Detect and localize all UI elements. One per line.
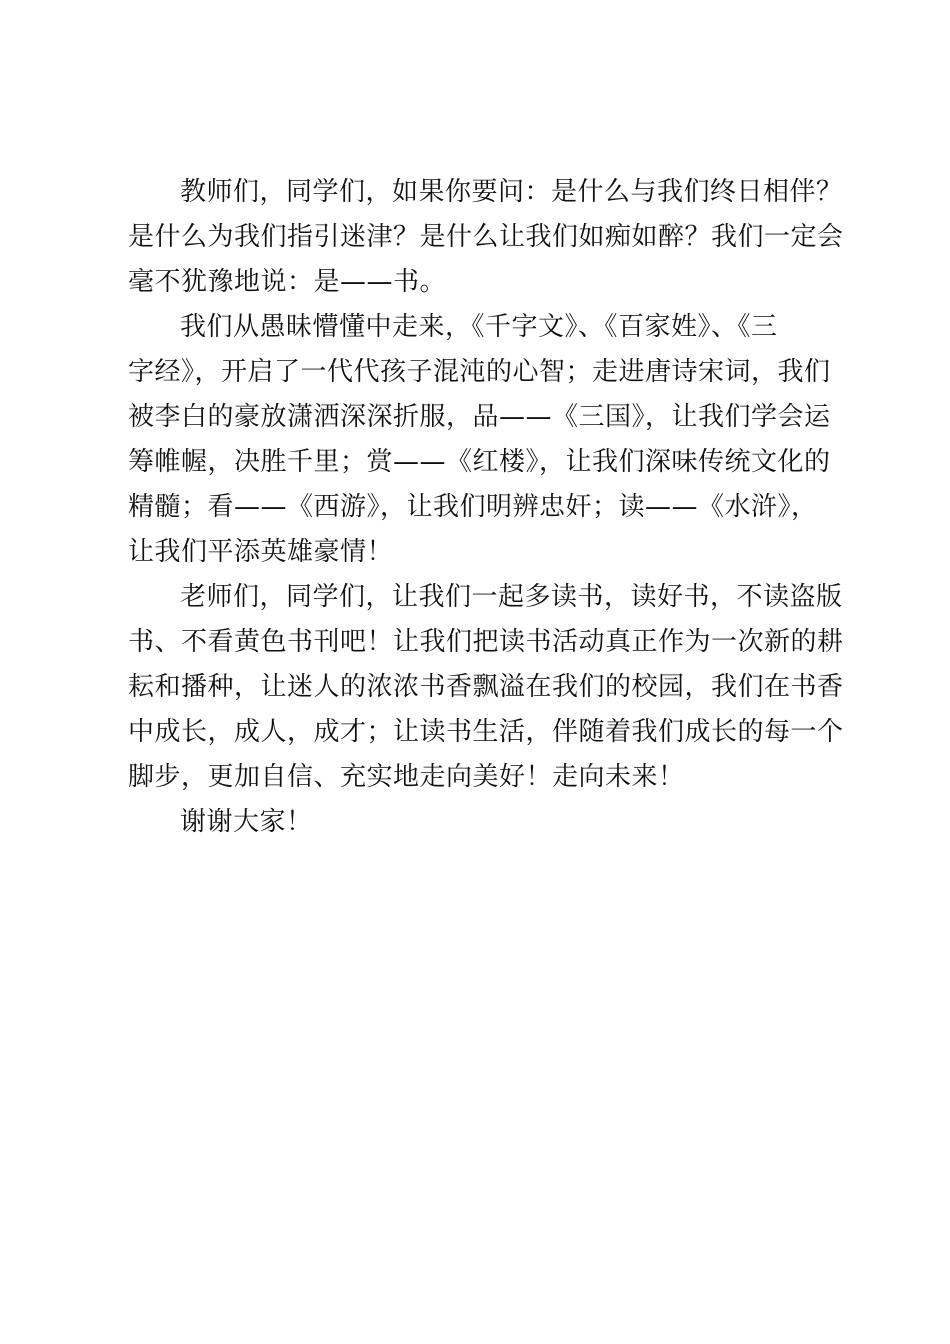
paragraph-3 (128, 575, 844, 800)
document-body (128, 170, 844, 845)
paragraph-line: 耘和播种，让迷人的浓浓书香飘溢在我们的校园，我们在书香 (128, 672, 844, 702)
paragraph-line: 筹帷幄，决胜千里；赏——《红楼》，让我们深味传统文化的 (128, 447, 831, 477)
paragraph-line: 字经》，开启了一代代孩子混沌的心智；走进唐诗宋词，我们 (128, 357, 831, 387)
paragraph-line: 是什么为我们指引迷津？是什么让我们如痴如醉？我们一定会 (128, 222, 844, 252)
paragraph-line: 我们从愚昧懵懂中走来，《千字文》、《百家姓》、《三 (180, 312, 778, 342)
paragraph-line: 被李白的豪放潇洒深深折服，品——《三国》，让我们学会运 (128, 402, 831, 432)
paragraph-line: 书、不看黄色书刊吧！让我们把读书活动真正作为一次新的耕 (128, 627, 844, 657)
closing-line: 谢谢大家！ (180, 807, 313, 837)
paragraph-line: 教师们，同学们，如果你要问：是什么与我们终日相伴？ (180, 177, 843, 207)
paragraph-line: 让我们平添英雄豪情！ (128, 537, 394, 567)
paragraph-1 (128, 170, 844, 305)
paragraph-line: 老师们，同学们，让我们一起多读书，读好书，不读盗版 (180, 582, 843, 612)
paragraph-line: 毫不犹豫地说：是——书。 (128, 267, 447, 297)
paragraph-4 (128, 800, 832, 845)
paragraph-line: 脚步，更加自信、充实地走向美好！走向未来！ (128, 762, 685, 792)
paragraph-line: 中成长，成人，成才；让读书生活，伴随着我们成长的每一个 (128, 717, 844, 747)
paragraph-2 (128, 305, 832, 575)
paragraph-line: 精髓；看——《西游》，让我们明辨忠奸；读——《水浒》， (128, 492, 818, 522)
